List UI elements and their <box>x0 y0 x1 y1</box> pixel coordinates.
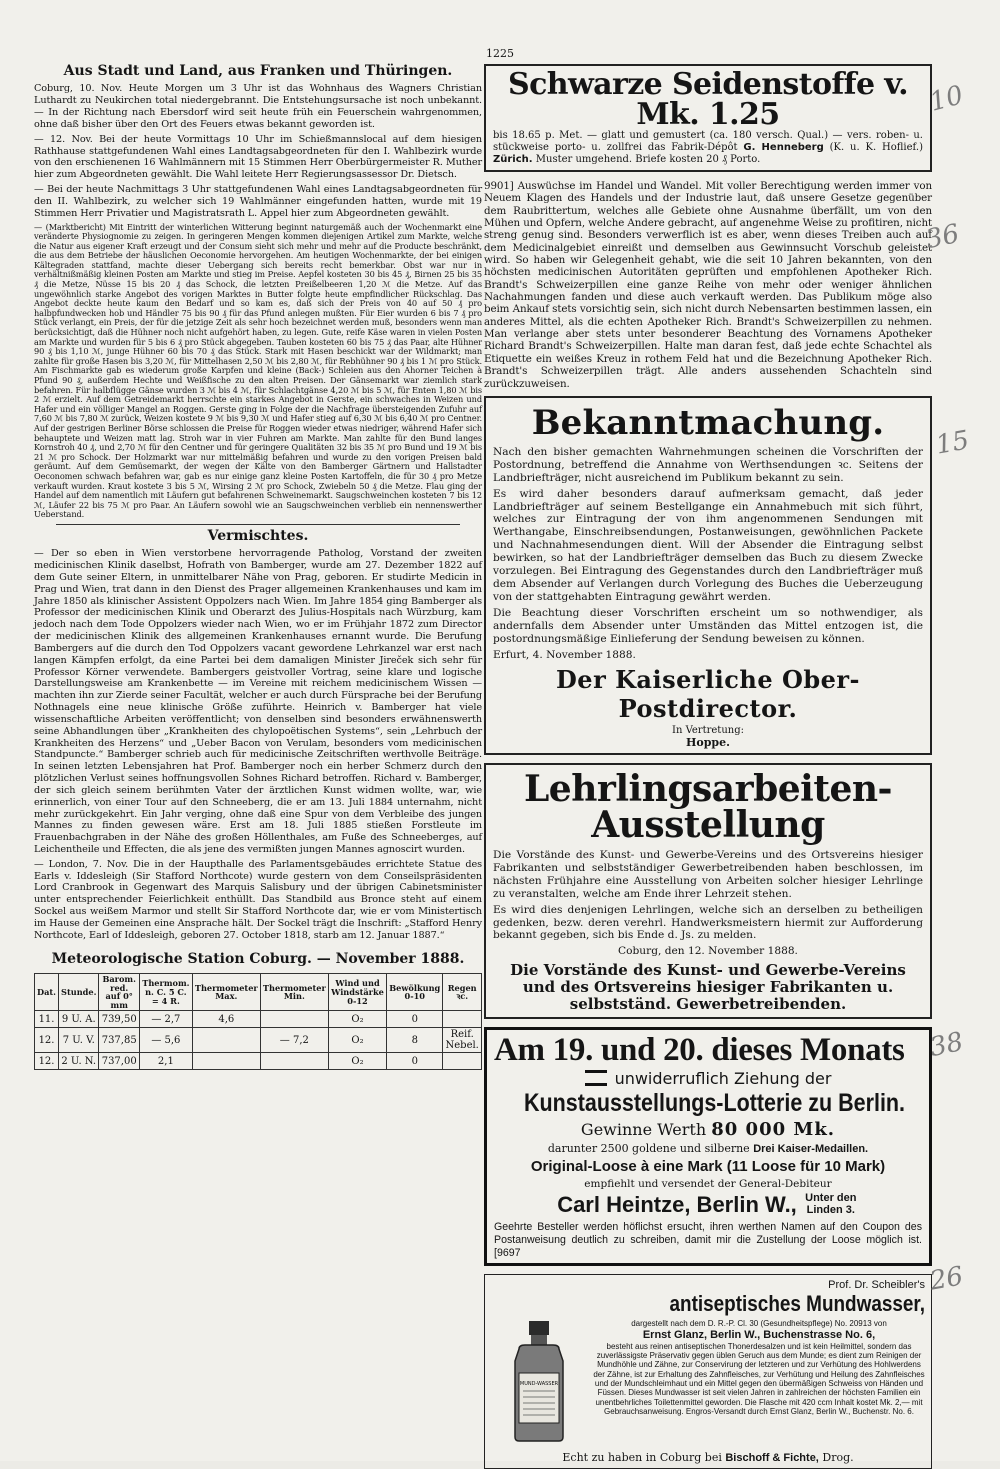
lottery-line <box>494 1069 922 1088</box>
weather-cell: 11. <box>35 1011 59 1028</box>
mouthwash-footer-suffix: Drog. <box>822 1451 854 1465</box>
mouthwash-firm: Ernst Glanz, Berlin W., Buchenstrasse No. 6, <box>642 1328 876 1341</box>
lottery-firm <box>494 1192 922 1218</box>
weather-cell: 2 U. N. <box>59 1053 99 1070</box>
lottery-firm-name: Carl Heintze, Berlin W., <box>557 1191 797 1217</box>
weather-header-cell: Thermometer Min. <box>260 974 328 1011</box>
page-number: 1225 <box>486 47 514 60</box>
weather-table-title: Meteorologische Station Coburg. — November 1888. <box>51 950 465 967</box>
weather-header-cell: Regen ꝛc. <box>443 974 482 1011</box>
lehrling-paragraph: Die Vorstände des Kunst- und Gewerbe-Vereins und des Ortsvereins hiesiger Fabrikanten und selbstständiger Gewerbetreibenden haben beschlossen, im nächsten Frühjahre eine Ausstellung von Arbeiten solcher hiesiger Lehrlinge zu veranstalten, welche am Ende ihrer Lehrzeit stehen. <box>493 848 923 900</box>
ad-silk-title: Schwarze Seidenstoffe v. Mk. 1.25 <box>508 67 908 132</box>
section-heading-misc: Vermischtes. <box>207 527 309 544</box>
misc-paragraph-london: — London, 7. Nov. Die in der Haupthalle des Parlamentsgebäudes errichtete Statue des Earls v. Iddesleigh (Sir Stafford Northcote) wurde gestern von dem Conseilspräsidenten Lord Cranbrook in Gegenwart des Marquis Salisbury und der übrigen Cabinetsminister unter entsprechender Feierlichkeit enthüllt. Das Standbild aus Bronce steht auf einem Sockel aus weißem Marmor und stellt Sir Stafford Northcote dar, wie er vom Ministertisch im Hause der Gemeinen eine Ansprache hält. Der Sockel trägt die Inschrift: „Stafford Henry Northcote, Earl of Iddesleigh, geboren 27. October 1818, starb am 12. Januar 1887.“ <box>34 858 482 941</box>
double-bar-icon <box>585 1070 607 1086</box>
weather-cell: — 7,2 <box>260 1028 328 1053</box>
margin-note: 36 <box>923 218 962 256</box>
lottery-line-text: unwiderruflich Ziehung der <box>614 1068 832 1088</box>
bottle-icon <box>491 1319 587 1447</box>
ad-silk <box>484 64 932 172</box>
lottery-prize-amount: 80 000 Mk. <box>711 1118 836 1140</box>
weather-cell: 7 U. V. <box>59 1028 99 1053</box>
notice-deputy: In Vertretung: <box>672 724 744 736</box>
notice-box <box>484 396 932 755</box>
bottle-illustration <box>495 1319 583 1443</box>
weather-cell <box>260 1053 328 1070</box>
weather-cell: 12. <box>35 1053 59 1070</box>
lottery-tail: Geehrte Besteller werden höflichst ersucht, ihren werthen Namen auf den Coupon des Postanweisung deutlich zu schreiben, damit mir die Zustellung der Loose möglich ist. [9697 <box>494 1220 922 1259</box>
section-heading-local-news: Aus Stadt und Land, aus Franken und Thüringen. <box>63 63 453 79</box>
weather-cell: — 2,7 <box>139 1011 192 1028</box>
lottery-firm-address: Unter den Linden 3. <box>805 1192 857 1216</box>
lottery-prize-prefix: Gewinne Werth <box>580 1119 707 1139</box>
right-column <box>484 64 933 1465</box>
lottery-prize <box>494 1119 922 1140</box>
weather-cell: 0 <box>387 1011 443 1028</box>
lottery-medals-prefix: darunter 2500 goldene und silberne <box>547 1141 750 1155</box>
weather-cell: 12. <box>35 1028 59 1053</box>
weather-cell: Reif. Nebel. <box>443 1028 482 1053</box>
mouthwash-title: antiseptisches Mundwasser, <box>669 1291 925 1317</box>
margin-note: 26 <box>927 1261 966 1297</box>
mouthwash-body <box>491 1319 925 1447</box>
lottery-medals-bold: Drei Kaiser-Medaillen. <box>753 1142 869 1155</box>
lottery-original: Original-Loose à eine Mark (11 Loose für 10 Mark) <box>530 1157 886 1175</box>
article-brandt: 9901] Auswüchse im Handel und Wandel. Mit voller Berechtigung werden immer von Neuem Klagen des Handels und der Industrie laut, daß unsere Gesetze gegenüber dem Raubrittertum, welches alle Gebiete ohne Ausnahme überfällt, um von den Mühen und Opfern, welche Andere gebracht, auf angenehme Weise zu profitiren, nicht streng genug sind. Besonders verwerflich ist es aber, wenn dieses Treiben auch auf dem Medicinalgebiet einreißt und demselben aus Gewinnsucht Vorschub geleistet wird. So haben wir Gelegenheit gehabt, wie die seit 10 Jahren bekannten, von den höchsten medicinischen Autoritäten geprüften und empfohlenen Apotheker Rich. Brandt's Schweizerpillen eine ganze Reihe von mehr oder weniger ähnlichen Nachahmungen fanden und diese auch verkauft werden. Das Publikum möge also beim Ankauf stets vorsichtig sein, sich nicht durch Nebensarten bestimmen lassen, ein anderes Mittel, als die echten Apotheker Rich. Brandt's Schweizerpillen zu nehmen. Man verlange aber stets unter besonderer Beachtung des Vornamens Apotheker Richard Brandt's Schweizerpillen. Halte man daran fest, daß jede echte Schachtel als Etiquette ein weißes Kreuz in rothem Feld hat und die Bezeichnung Apotheker Rich. Brandt's Schweizerpillen trägt. Alle anders aussehenden Schachteln sind zurückzuweisen. <box>484 180 933 390</box>
weather-cell: 737,85 <box>99 1028 140 1053</box>
weather-cell: 2,1 <box>139 1053 192 1070</box>
divider <box>56 524 460 525</box>
ad-silk-city: Zürich. <box>493 154 533 165</box>
ad-silk-hoflief: (K. u. K. Hoflief.) <box>829 142 923 153</box>
weather-cell: 0 <box>387 1053 443 1070</box>
notice-name: Hoppe. <box>686 735 730 749</box>
lehrling-title: Lehrlingsarbeiten-Ausstellung <box>523 767 892 846</box>
mouthwash-text <box>593 1319 925 1447</box>
weather-cell: 8 <box>387 1028 443 1053</box>
weather-cell: 737,00 <box>99 1053 140 1070</box>
weather-cell: O₂ <box>328 1053 386 1070</box>
notice-paragraph: Es wird daher besonders darauf aufmerksam gemacht, daß jeder Landbriefträger auf seinem Bestellgange ein Annahmebuch mit sich führt, welches zur Eintragung der von ihm angenommenen Sendungen mit Werthangabe, Einschreibsendungen, Postanweisungen, gewöhnlichen Packete und Nachnahmesendungen dient. Will der Absender die Eintragung selbst bewirken, so hat der Landbriefträger demselben das Buch zu diesem Zwecke vorzulegen. Bei Eintragung des Gegenstandes durch den Landbriefträger muß dem Absender auf Verlangen durch Vorlegung des Buches die Ueberzeugung von der stattgehabten Eintragung gewährt werden. <box>493 487 923 603</box>
news-paragraph: Coburg, 10. Nov. Heute Morgen um 3 Uhr ist das Wohnhaus des Wagners Christian Luthardt zu Neukirchen total niedergebrannt. Die Entstehungsursache ist noch unbekannt. — In der Richtung nach Ebersdorf wird seit heute früh ein Feuerschein wahrgenommen, ohne daß bisher über den Ort des Feuers etwas bekannt geworden ist. <box>34 83 482 130</box>
ad-silk-body: bis 18.65 p. Met. — glatt und gemustert (ca. 180 versch. Qual.) — vers. roben- u. stückweise porto- u. zollfrei das Fabrik-Dépôt <box>493 130 923 153</box>
table-row <box>35 1028 482 1053</box>
weather-header-cell: Thermom. n. C. 5 C. = 4 R. <box>139 974 192 1011</box>
weather-cell <box>192 1053 260 1070</box>
news-paragraph: — 12. Nov. Bei der heute Vormittags 10 Uhr im Schießmannslocal auf dem hiesigen Rathhause stattgefundenen Wahl eines Landtagsabgeordneten für den I. Wahlbezirk wurde von den erschienenen 16 Wahlmännern mit 15 Stimmen Herr Oberbürgermeister R. Muther hier zum Abgeordneten gewählt. Die Wahl leitete Herr Regierungsassessor Dr. Dietsch. <box>34 133 482 181</box>
table-row <box>35 1011 482 1028</box>
lottery-distributor: empfiehlt und versendet der General-Debiteur <box>584 1177 832 1190</box>
weather-header-cell: Dat. <box>35 974 59 1011</box>
weather-cell <box>443 1053 482 1070</box>
ad-silk-firm: G. Henneberg <box>743 142 824 153</box>
left-column <box>34 64 482 1399</box>
ad-silk-note: Muster umgehend. Briefe kosten 20 ₰ Porto. <box>535 154 761 165</box>
notice-place-date: Erfurt, 4. November 1888. <box>493 648 636 661</box>
mouthwash-prof: Prof. Dr. Scheibler's <box>828 1279 925 1292</box>
weather-cell: — 5,6 <box>139 1028 192 1053</box>
margin-note: 10 <box>926 80 967 118</box>
weather-cell: 739,50 <box>99 1011 140 1028</box>
weather-header-cell: Wind und Windstärke 0-12 <box>328 974 386 1011</box>
table-row <box>35 1053 482 1070</box>
lottery-medals <box>494 1142 922 1155</box>
lehrling-paragraph: Es wird dies denjenigen Lehrlingen, welche sich an derselben zu betheiligen gedenken, bezw. deren verehrl. Handwerksmeistern hiermit zur Aufforderung bekannt gegeben, sich bis Ende d. Js. zu melden. <box>493 903 923 942</box>
lottery-box <box>484 1027 932 1267</box>
lehrling-box <box>484 763 932 1019</box>
weather-cell: O₂ <box>328 1011 386 1028</box>
lottery-name: Kunstausstellungs-Lotterie zu Berlin. <box>523 1088 906 1117</box>
lottery-headline: Am 19. und 20. dieses Monats <box>494 1031 905 1068</box>
weather-cell: 9 U. A. <box>59 1011 99 1028</box>
margin-note: 15 <box>933 425 972 461</box>
weather-cell <box>192 1028 260 1053</box>
weather-cell <box>260 1011 328 1028</box>
notice-paragraph: Nach den bisher gemachten Wahrnehmungen scheinen die Vorschriften der Postordnung, betreffend die Annahme von Werthsendungen ꝛc. Seitens der Landbriefträger, nicht ausreichend im Publikum bekannt zu sein. <box>493 445 923 484</box>
mouthwash-footer <box>491 1451 925 1464</box>
mouthwash-footer-prefix: Echt zu haben in Coburg bei <box>562 1451 722 1465</box>
market-report: — (Marktbericht) Mit Eintritt der winterlichen Witterung beginnt naturgemäß auch der Wochenmarkt eine veränderte Physiognomie zu zeigen. In geringeren Mengen kommen diejenigen Artikel zum Markte, welche die Natur aus eigener Kraft erzeugt und der Consum sieht sich mehr und mehr auf die Producte beschränkt, die aus dem Betriebe der häuslichen Oeconomie hervorgehen. Am heutigen Wochenmarkte, der bei einigen Kältegraden stattfand, machte dieser Uebergang sich bereits recht bemerkbar. Obst war nur in verhältnißmäßig kleinen Posten am Markte und stieg im Preise. Aepfel kosteten 30 bis 45 ₰, Birnen 25 bis 35 ₰ die Metze, Nüsse 15 bis 20 ₰ das Schock, die letzten Preißelbeeren 1,20 ℳ die Metze. Auf das ungewöhnlich starke Angebot des vorigen Marktes in Butter folgte heute empfindlicher Rückschlag. Das Angebot deckte heute kaum den Bedarf und so kam es, daß sich der Preis von 40 auf 50 ₰ pro halbpfundwecken hob und Händler 75 bis 90 ₰ für das Pfund anlegen mußten. Für Eier wurden 6 bis 7 ₰ pro Stück verlangt, ein Preis, der für die jetzige Zeit als sehr hoch bezeichnet werden muß, besonders wenn man berücksichtigt, daß die Hühner noch nicht aufgehört haben, zu legen. Gute, reife Käse waren in vielen Posten am Markte und wurden für 5 bis 6 ₰ pro Stück abgegeben. Tauben kosteten 60 bis 75 ₰ das Paar, alte Hühner 90 ₰ bis 1,10 ℳ, junge Hühner 60 bis 70 ₰ das Stück. Stark mit Hasen beschickt war der Wildmarkt; man zahlte für große Hasen bis 3,20 ℳ, für Mittelhasen 2,50 ℳ bis 2,80 ℳ, für Rebhühner 90 ₰ bis 1 ℳ pro Stück. Am Fischmarkte gab es wiederum große Karpfen und kleine (Back-) Schleien aus den Ahorner Teichen à Pfund 90 ₰, außerdem Hechte und Weißfische zu den alten Preisen. Der Gänsemarkt war ziemlich stark befahren. Für halbflügge Gänse wurden 3 ℳ bis 4 ℳ, für Schlachtgänse 4,20 ℳ bis 5 ℳ, für Enten 1,80 ℳ bis 2 ℳ erzielt. Auf dem Getreidemarkt herrschte ein starkes Angebot in Gerste, ein schwaches in Weizen und Hafer und ein völliger Mangel an Roggen. Gerste ging in Folge der die Nachfrage übersteigenden Zufuhr auf 7,60 ℳ bis 7,80 ℳ zurück, Weizen kostete 9 ℳ bis 9,30 ℳ und Hafer stieg auf 6,30 ℳ bis 6,40 ℳ pro Centner. Auf der gestrigen Berliner Börse schlossen die Preise für Roggen wieder etwas niedriger, während Hafer sich behauptete und Weizen matt lag. Stroh war in vier Fuhren am Markte. Man zahlte für den Bund langes Kornstroh 40 ₰, und 2,70 ℳ für den Centner und für geringere Qualitäten 32 bis 35 ℳ pro Bund und 19 ℳ bis 21 ℳ pro Schock. Der Holzmarkt war nur mittelmäßig befahren und wurde zu den vorigen Preisen bald geräumt. Auf dem Gemüsemarkt, der wegen der Kälte von den Bamberger Gärtnern und Hallstadter Oeconomen schwach befahren war, gab es nur einige ganz kleine Posten Kartoffeln, die für 30 ₰ pro Metze verkauft wurden. Kraut kostete 3 bis 5 ℳ, Wirsing 2 ℳ pro Schock, Zwiebeln 50 ₰ die Metze. Flau ging der Handel auf dem namentlich mit Läufern gut befahrenen Schweinemarkt. Saugschweinchen kosteten 7 bis 12 ℳ, Läufer 22 bis 75 ℳ pro Paar. An Läufern sowohl wie an Saugschweinchen verblieb ein nennenswerther Ueberstand. <box>34 221 482 520</box>
lehrling-place-date: Coburg, den 12. November 1888. <box>618 945 798 958</box>
margin-note: 38 <box>927 1026 966 1064</box>
notice-paragraph: Die Beachtung dieser Vorschriften erscheint um so nothwendiger, als andernfalls dem Absender unter Umständen das Mittel entzogen ist, die postordnungsmäßige Einlieferung der Sendung beweisen zu können. <box>493 606 923 645</box>
misc-paragraph-bamberger: — Der so eben in Wien verstorbene hervorragende Patholog, Vorstand der zweiten medicinischen Klinik daselbst, Hofrath von Bamberger, wurde am 27. Dezember 1822 auf dem Gute seiner Eltern, in unmittelbarer Nähe von Prag, geboren. Er studirte Medicin in Prag und Wien, trat dann in den Dienst des Prager allgemeinen Krankenhauses und kam im Jahre 1850 als klinischer Assistent Oppolzers nach Wien. Im Jahre 1854 ging Bamberger als Professor der medicinischen Klinik und Oberarzt des Julius-Hospitals nach Würzburg, kam jedoch nach dem Tode Oppolzers wieder nach Wien, wo er im Frühjahr 1872 zum Director der medicinischen Klinik des allgemeinen Krankenhauses ernannt wurde. Die Berufung Bambergers auf die durch den Tod Oppolzers vacant gewordene Lehrkanzel war erst nach langen Kämpfen erfolgt, da eine Partei bei dem damaligen Minister Jireček sich sehr für Professor Körner verwendete. Bambergers geistvoller Vortrag, seine klare und logische Darstellungsweise am Krankenbette — im Vereine mit reichem medicinischem Wissen — machten ihn zur Zierde seiner Facultät, welcher er auch durch Fürsprache bei der Berufung Nothnagels eine neue klinische Größe zuführte. Heinrich v. Bamberger hat viele wissenschaftliche Arbeiten veröffentlicht; von denselben sind besonders erwähnenswerth seine Abhandlungen über „Krankheiten des chylopoëtischen Systems“, sein „Lehrbuch der Krankheiten des Herzens“ und „Ueber Bacon von Verulam, besonders vom medicinischen Standpuncte.“ Bamberger schrieb auch für medicinische Zeitschriften werthvolle Beiträge. In seinen letzten Lebensjahren hat Prof. Bamberger noch ein herber Schmerz durch den plötzlichen Verlust seines hoffnungsvollen Sohnes Richard betroffen. Richard v. Bamberger, der sich gleich seinem berühmten Vater der ärztlichen Kunst widmen wollte, war, wie erinnerlich, von einer Tour auf den Schneeberg, die er am 13. Juli 1884 unternahm, nicht mehr zurückgekehrt. Ein Jahr verging, ohne daß eine Spur von dem Verbleibe des jungen Mannes zu finden gewesen wäre. Erst am 18. Juli 1885 stießen Forstleute im Frauenbachgraben in der Nähe des großen Höllenthales, am Fuße des Schneeberges, auf Leichentheile und Effecten, die als jene des vermißten jungen Mannes agnoscirt wurden. <box>34 548 482 855</box>
news-paragraph: — Bei der heute Nachmittags 3 Uhr stattgefundenen Wahl eines Landtagsabgeordneten für den II. Wahlbezirk, zu welcher sich 19 Wahlmänner eingefunden hatten, wurde mit 19 Stimmen Herr Privatier und Magistratsrath L. Appel hier zum Abgeordneten gewählt. <box>34 184 482 219</box>
weather-header-cell: Bewölkung 0-10 <box>387 974 443 1011</box>
weather-header-cell: Barom. red. auf 0° mm <box>99 974 140 1011</box>
weather-table <box>34 973 482 1070</box>
weather-header-cell: Stunde. <box>59 974 99 1011</box>
weather-cell: 4,6 <box>192 1011 260 1028</box>
mouthwash-ad <box>484 1274 932 1469</box>
weather-cell <box>443 1011 482 1028</box>
lehrling-footer: Die Vorstände des Kunst- und Gewerbe-Vereins und des Ortsvereins hiesiger Fabrikanten u. selbstständ. Gewerbetreibenden. <box>510 961 906 1013</box>
mouthwash-footer-firm: Bischoff & Fichte, <box>725 1452 819 1465</box>
ad-silk-text <box>493 130 923 166</box>
notice-authority: Der Kaiserliche Ober-Postdirector. <box>555 664 861 723</box>
mouthwash-description: besteht aus reinen antiseptischen Thonerdesalzen und ist kein Heilmittel, sondern das zuverlässigste Präservativ gegen üblen Geruch aus dem Munde; es dient zum Reinigen der Mundhöhle und Zähne, zur Conservirung der letzteren und zur Verhütung des Hohlwerdens der Zähne, ist zur Erhaltung des Zahnfleisches, zur Verhütung und Heilung des Zahnfleisches und der Mundschleimhaut und ein Mittel gegen den übermäßigen Schweiss von Händen und Füssen. Dieses Mundwasser ist seit vielen Jahren in zahlreichen der höchsten Familien ein unentbehrliches Toilettenmittel geworden. Die Flasche mit 420 ccm Inhalt kostet Mk. 2,— mit Gebrauchsanweisung. Engros-Versandt durch Ernst Glanz, Berlin W., Buchenstr. No. 6. <box>593 1341 925 1417</box>
mouthwash-patent: dargestellt nach dem D. R.-P. Cl. 30 (Gesundheitspflege) No. 20913 von <box>631 1319 887 1329</box>
svg-text:MUND-WASSER: MUND-WASSER <box>519 1381 559 1388</box>
weather-header-cell: Thermometer Max. <box>192 974 260 1011</box>
notice-title: Bekanntmachung. <box>531 402 885 443</box>
weather-cell: O₂ <box>328 1028 386 1053</box>
